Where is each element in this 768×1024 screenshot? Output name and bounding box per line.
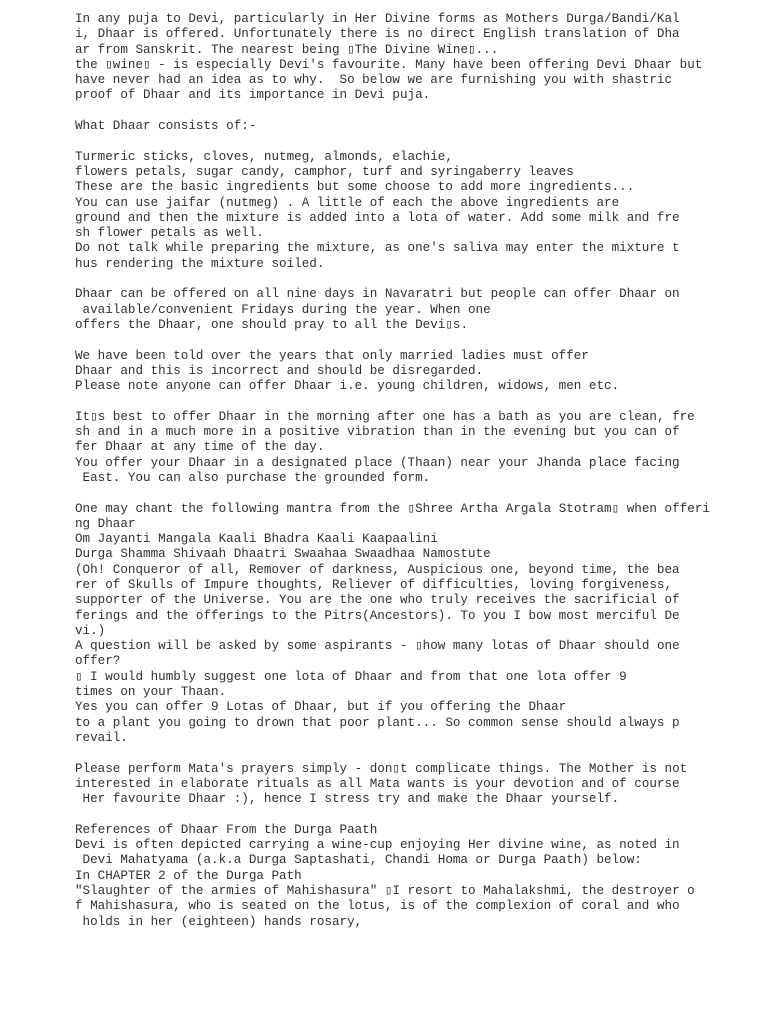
text-line: Turmeric sticks, cloves, nutmeg, almonds, elachie, (75, 149, 453, 164)
text-line: Om Jayanti Mangala Kaali Bhadra Kaali Kaapaalini (75, 532, 438, 547)
text-line: East. You can also purchase the grounded form. (75, 470, 431, 485)
text-line: interested in elaborate rituals as all Mata wants is your devotion and of course (75, 776, 680, 791)
text-line: "Slaughter of the armies of Mahishasura" ▯I resort to Mahalakshmi, the destroyer o (75, 883, 695, 898)
text-line: A question will be asked by some aspirants - ▯how many lotas of Dhaar should one (75, 639, 680, 654)
document-body-text (75, 12, 735, 930)
blank-line (75, 486, 735, 501)
text-line: ar from Sanskrit. The nearest being ▯The Divine Wine▯... (75, 42, 499, 57)
text-line: holds in her (eighteen) hands rosary, (75, 914, 363, 929)
blank-line (75, 746, 735, 761)
text-line: sh flower petals as well. (75, 226, 264, 241)
text-line: vi.) (75, 623, 106, 638)
text-line: i, Dhaar is offered. Unfortunately there is no direct English translation of Dha (75, 27, 680, 42)
text-line: f Mahishasura, who is seated on the lotus, is of the complexion of coral and who (75, 899, 680, 914)
text-line: We have been told over the years that only married ladies must offer (75, 348, 589, 363)
text-line: Yes you can offer 9 Lotas of Dhaar, but if you offering the Dhaar (75, 700, 567, 715)
text-line: You offer your Dhaar in a designated place (Thaan) near your Jhanda place facing (75, 455, 680, 470)
blank-line (75, 333, 735, 348)
text-line: offer? (75, 654, 121, 669)
text-line: times on your Thaan. (75, 685, 227, 700)
text-line: Devi is often depicted carrying a wine-cup enjoying Her divine wine, as noted in (75, 838, 680, 853)
text-line: In CHAPTER 2 of the Durga Path (75, 868, 302, 883)
text-line: the ▯wine▯ - is especially Devi's favourite. Many have been offering Devi Dhaar but (75, 57, 703, 72)
text-line: sh and in a much more in a positive vibration than in the evening but you can of (75, 425, 680, 440)
text-line: fer Dhaar at any time of the day. (75, 440, 325, 455)
text-line: ng Dhaar (75, 516, 136, 531)
text-line: (Oh! Conqueror of all, Remover of darkness, Auspicious one, beyond time, the bea (75, 562, 680, 577)
text-line: Her favourite Dhaar :), hence I stress try and make the Dhaar yourself. (75, 792, 620, 807)
text-line: Please perform Mata's prayers simply - don▯t complicate things. The Mother is not (75, 761, 688, 776)
text-line: Durga Shamma Shivaah Dhaatri Swaahaa Swaadhaa Namostute (75, 547, 491, 562)
text-line: Do not talk while preparing the mixture, as one's saliva may enter the mixture t (75, 241, 680, 256)
text-line: supporter of the Universe. You are the one who truly receives the sacrificial of (75, 593, 680, 608)
blank-line (75, 272, 735, 287)
text-line: flowers petals, sugar candy, camphor, turf and syringaberry leaves (75, 164, 574, 179)
text-line: Dhaar and this is incorrect and should be disregarded. (75, 363, 484, 378)
text-line: You can use jaifar (nutmeg) . A little of each the above ingredients are (75, 195, 620, 210)
blank-line (75, 394, 735, 409)
text-line: Devi Mahatyama (a.k.a Durga Saptashati, Chandi Homa or Durga Paath) below: (75, 853, 642, 868)
text-line: have never had an idea as to why. So below we are furnishing you with shastric (75, 73, 673, 88)
text-line: ▯ I would humbly suggest one lota of Dhaar and from that one lota offer 9 (75, 669, 627, 684)
text-line: ferings and the offerings to the Pitrs(Ancestors). To you I bow most merciful De (75, 608, 680, 623)
text-line: hus rendering the mixture soiled. (75, 256, 325, 271)
text-line: to a plant you going to drown that poor plant... So common sense should always p (75, 715, 680, 730)
text-line: One may chant the following mantra from the ▯Shree Artha Argala Stotram▯ when offeri (75, 501, 710, 516)
text-line: Dhaar can be offered on all nine days in Navaratri but people can offer Dhaar on (75, 287, 680, 302)
text-line: rer of Skulls of Impure thoughts, Reliever of difficulties, loving forgiveness, (75, 577, 673, 592)
text-line: It▯s best to offer Dhaar in the morning after one has a bath as you are clean, fre (75, 409, 695, 424)
text-line: What Dhaar consists of:- (75, 119, 257, 134)
text-line: available/convenient Fridays during the year. When one (75, 302, 491, 317)
text-line: offers the Dhaar, one should pray to all the Devi▯s. (75, 317, 469, 332)
blank-line (75, 104, 735, 119)
text-line: proof of Dhaar and its importance in Devi puja. (75, 88, 431, 103)
text-line: References of Dhaar From the Durga Paath (75, 822, 378, 837)
text-line: ground and then the mixture is added into a lota of water. Add some milk and fre (75, 210, 680, 225)
blank-line (75, 134, 735, 149)
text-line: Please note anyone can offer Dhaar i.e. young children, widows, men etc. (75, 379, 620, 394)
text-line: These are the basic ingredients but some choose to add more ingredients... (75, 180, 635, 195)
text-line: revail. (75, 730, 128, 745)
text-line: In any puja to Devi, particularly in Her Divine forms as Mothers Durga/Bandi/Kal (75, 12, 680, 26)
blank-line (75, 807, 735, 822)
